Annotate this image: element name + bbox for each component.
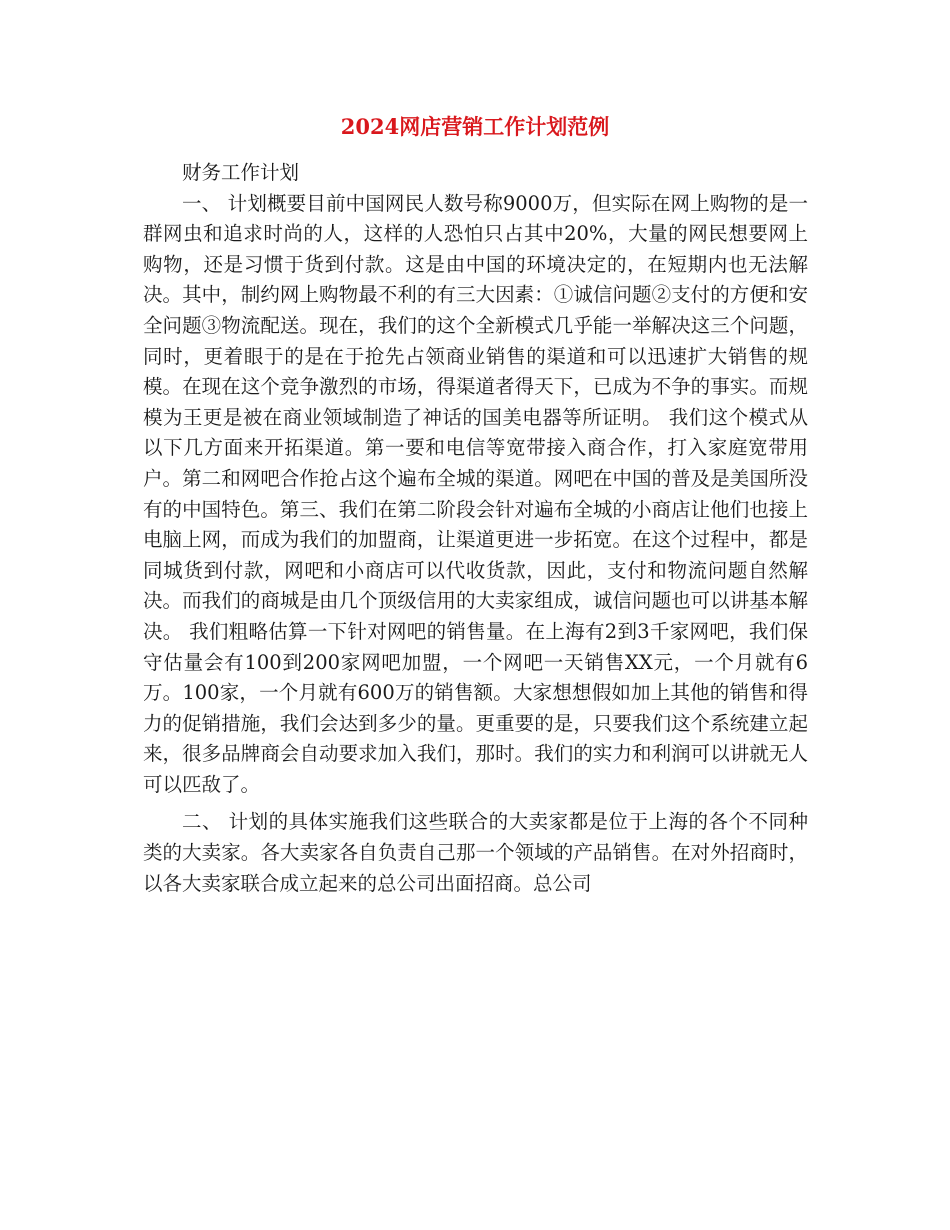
document-body xyxy=(143,158,808,899)
paragraph-heading: 财务工作计划 xyxy=(182,161,300,184)
paragraph-section-one: 一、 计划概要目前中国网民人数号称9000万，但实际在网上购物的是一群网虫和追求时尚的人，这样的人恐怕只占其中20%，大量的网民想要网上购物，还是习惯于货到付款。这是由中国的环境决定的，在短期内也无法解决。其中，制约网上购物最不利的有三大因素：①诚信问题②支付的方便和安全问题③物流配送。现在，我们的这个全新模式几乎能一举解决这三个问题，同时，更着眼于的是在于抢先占领商业销售的渠道和可以迅速扩大销售的规模。在现在这个竞争激烈的市场，得渠道者得天下，已成为不争的事实。而规模为王更是被在商业领域制造了神话的国美电器等所证明。 我们这个模式从以下几方面来开拓渠道。第一要和电信等宽带接入商合作，打入家庭宽带用户。第二和网吧合作抢占这个遍布全城的渠道。网吧在中国的普及是美国所没有的中国特色。第三、我们在第二阶段会针对遍布全城的小商店让他们也接上电脑上网，而成为我们的加盟商，让渠道更进一步拓宽。在这个过程中，都是同城货到付款，网吧和小商店可以代收货款，因此，支付和物流问题自然解决。而我们的商城是由几个顶级信用的大卖家组成，诚信问题也可以讲基本解决。 我们粗略估算一下针对网吧的销售量。在上海有2到3千家网吧，我们保守估量会有100到200家网吧加盟，一个网吧一天销售XX元，一个月就有6万。100家，一个月就有600万的销售额。大家想想假如加上其他的销售和得力的促销措施，我们会达到多少的量。更重要的是，只要我们这个系统建立起来，很多品牌商会自动要求加入我们，那时。我们的实力和利润可以讲就无人可以匹敌了。 xyxy=(143,191,808,796)
document-title: 2024网店营销工作计划范例 xyxy=(340,114,610,139)
paragraph-section-two: 二、 计划的具体实施我们这些联合的大卖家都是位于上海的各个不同种类的大卖家。各大卖家各自负责自己那一个领域的产品销售。在对外招商时，以各大卖家联合成立起来的总公司出面招商。总公司 xyxy=(143,810,808,895)
